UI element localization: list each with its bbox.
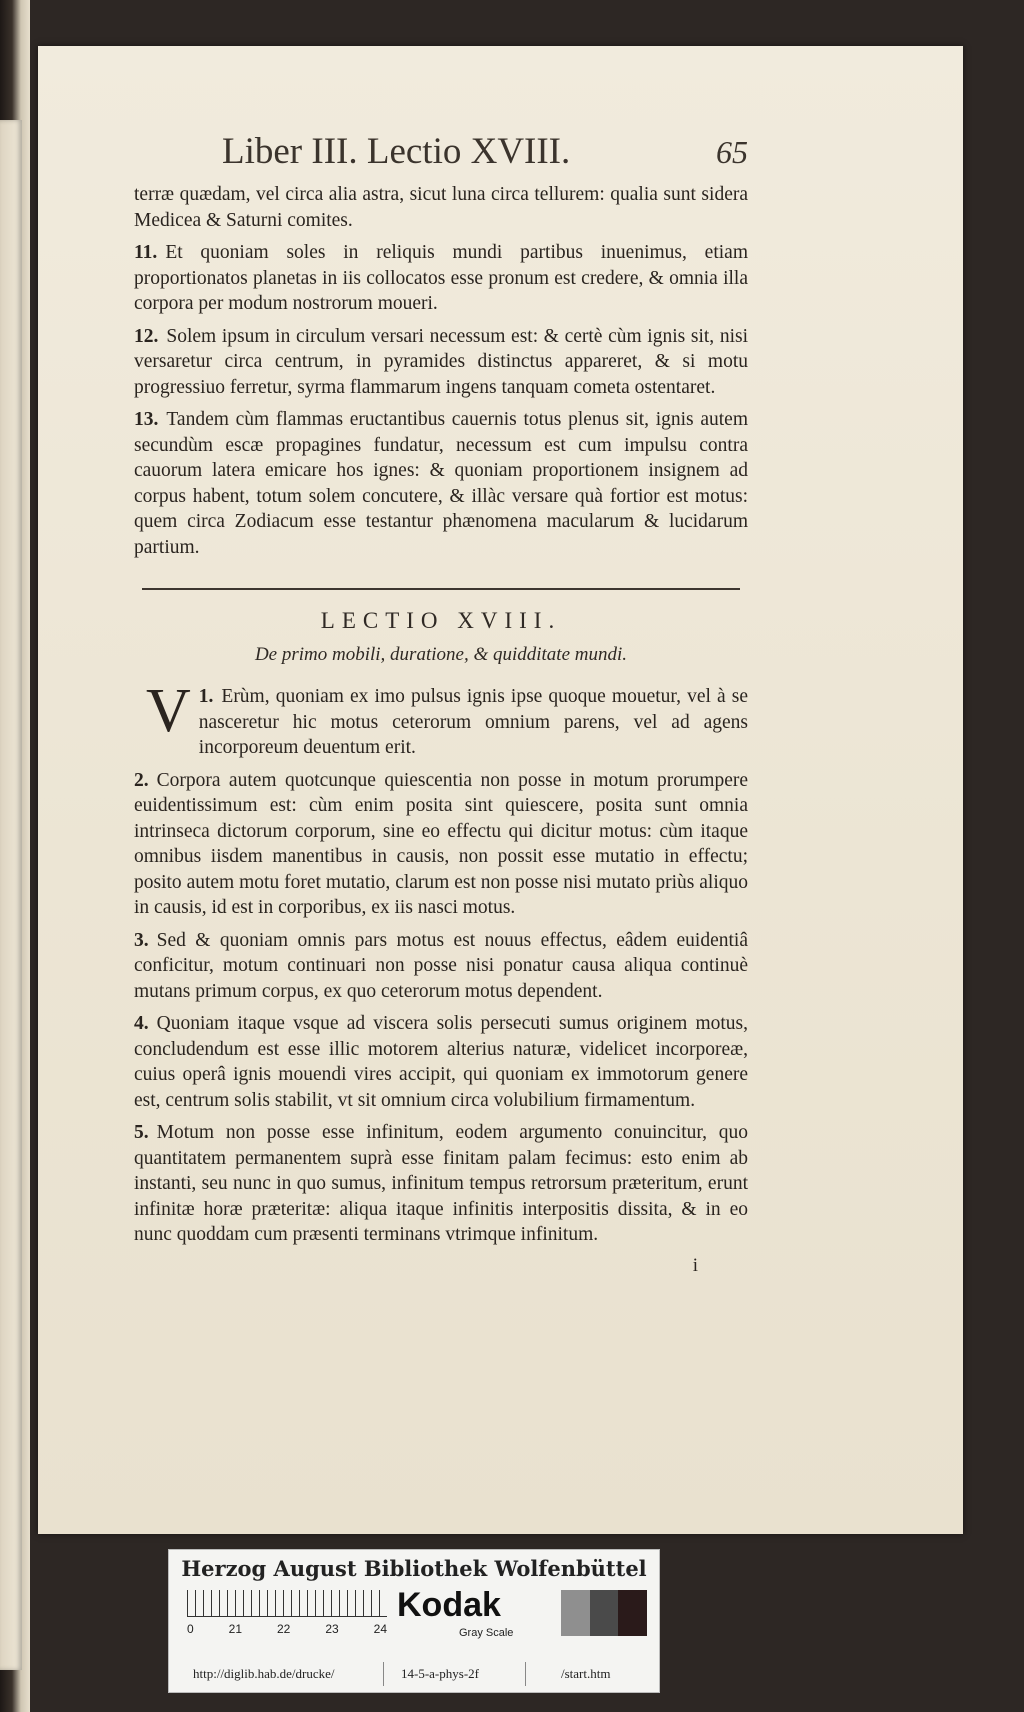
ruler-number: 23 [325,1622,339,1636]
paragraph-text: Corpora autem quotcunque quiescentia non posse in motum prorumpere euidentissimum est: cùm enim posita sint quiescere, posita sunt omnia intrinseca dictorum corporum, sine eo effectu qui dicitur motus: cùm itaque omnibus iisdem manentibus in causis, non possit esse mutatio in effectu; posito autem motu foret mutatio, clarum est non posse nisi mutato priùs aliquo in causis, id est in corporibus, ex iis nasci motus. [134,769,748,918]
url-left: http://diglib.hab.de/drucke/ [193,1666,335,1681]
paragraph-text: Motum non posse esse infinitum, eodem argumento conuincitur, quo quantitatem permanentem suprà esse finitam palam fecimus: esto enim ab instanti, seu nunc in quo sumus, infinitum tempus retrorsum præteritum, erunt infinitæ horæ præteritæ: aliqua itaque infinitis interpositis dissita, & in eo nunc quoddam cum præsenti terminans vtrimque infinitum. [134,1122,748,1245]
paragraph-text: Erùm, quoniam ex imo pulsus ignis ipse quoque mouetur, vel à se nasceretur hic motus ceterorum omnium parens, vel ad agens incorporeum deuentum erit. [198,686,748,758]
paragraph-text: Sed & quoniam omnis pars motus est nouus effectus, eâdem euidentiâ conficitur, motum continuari non posse nisi ponatur causa aliqua continuè mutans primum corpus, ex quo ceterorum motus dependent. [134,929,748,1002]
paragraph-number: 12. [134,325,159,347]
paragraph [134,1011,748,1113]
paragraph-number: 1. [198,686,214,707]
paragraph-number: 2. [134,769,149,791]
facing-page-edge [0,120,22,1670]
gray-swatches [561,1590,647,1636]
gray-swatch [561,1590,590,1636]
paragraph-text: Et quoniam soles in reliquis mundi partibus inuenimus, etiam proportionatos planetas in iis collocatos esse pronum est credere, & omnia illa corpora per modum nostrorum moueri. [134,242,748,314]
paragraph [134,768,748,921]
ruler-number: 0 [187,1622,194,1636]
paragraph-number: 13. [134,409,159,430]
catchword: i [692,1254,698,1276]
paragraph [134,1120,748,1248]
paragraphs-after-section [134,768,748,1248]
section-title: LECTIO XVIII. [320,608,562,633]
paragraph [134,240,748,317]
paragraph-text: Solem ipsum in circulum versari necessum est: & certè cùm ignis sit, nisi versaretur circa centrum, in pyramides distinctus appareret, & si motu progressiuo ferretur, syrma flammarum ingens tanquam cometa ostentaret. [134,325,748,398]
ruler-scale [187,1590,387,1617]
ruler-numbers [187,1622,387,1636]
gray-scale-label: Gray Scale [459,1627,514,1639]
page-text-block [134,126,748,1277]
book-page [38,46,963,1534]
ruler-number: 21 [228,1622,243,1636]
section-divider [142,588,740,590]
library-name: Herzog August Bibliothek Wolfenbüttel [181,1556,647,1581]
page-number: 65 [716,134,748,170]
paragraph-text: Tandem cùm flammas eructantibus cauernis totus plenus sit, ignis autem secundùm escæ propagines fundatur, necessum est cum impulsu contra cauorum latera emicare hos ignes: & quoniam proportionem insignem ad corpus habent, totum solem concutere, & illàc versare quà fortior est motus: quem circa Zodiacum esse testantur phænomena macularum & lucidarum partium. [134,409,748,558]
url-bar [169,1662,659,1686]
paragraph-number: 4. [134,1013,149,1034]
paragraph [134,324,748,401]
url-middle: 14-5-a-phys-2f [401,1666,479,1681]
paragraph [134,182,748,233]
running-head [134,126,748,182]
section-subtitle: De primo mobili, duratione, & quidditate mundi. [254,644,628,665]
drop-capital: V [146,677,191,745]
paragraph-number: 5. [134,1122,149,1143]
kodak-logo: Kodak [397,1586,501,1624]
color-target-card [168,1549,660,1693]
paragraphs-before-section [134,182,748,560]
paragraph [134,407,748,560]
paragraph-number: 11. [134,242,158,263]
paragraph-text: Quoniam itaque vsque ad viscera solis persecuti sumus originem motus, concludendum est esse illic motorem alterius naturæ, videlicet incorporeæ, cuius operâ ignis mouendi vires accipit, qui quoniam ex immotorum genere est, centrum solis stabilit, vt sit omnium circa volubilium firmamentum. [134,1013,748,1111]
ruler-number: 24 [373,1622,387,1636]
url-separator [383,1662,384,1686]
paragraph [134,928,748,1005]
url-right: /start.htm [561,1666,611,1681]
paragraph-text: terræ quædam, vel circa alia astra, sicut luna circa tellurem: qualia sunt sidera Medicea & Saturni comites. [134,184,748,231]
ruler-number: 22 [276,1622,291,1636]
gray-swatch [590,1590,619,1636]
running-head-title: Liber III. Lectio XVIII. [222,131,571,172]
paragraph-number: 3. [134,929,149,951]
url-separator [525,1662,526,1686]
gray-swatch [618,1590,647,1636]
first-paragraph [134,677,748,761]
